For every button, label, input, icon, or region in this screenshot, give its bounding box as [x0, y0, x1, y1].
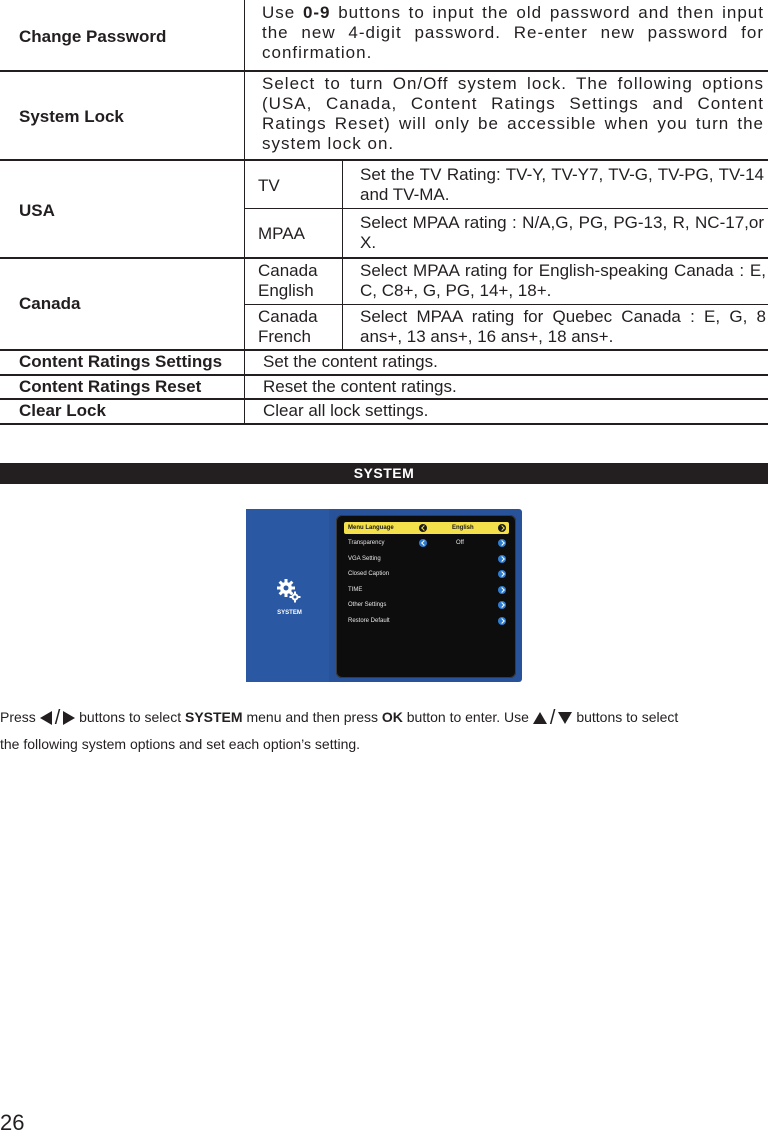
row-description: Use 0-9 buttons to input the old password and then input the new 4-digit password. Re-enter new password for confirmation.	[262, 3, 764, 62]
row-change-password	[0, 0, 768, 72]
row-label: Clear Lock	[19, 401, 106, 420]
tv-system-menu-screenshot	[246, 509, 522, 682]
menu-item-vga-setting[interactable]: VGA Setting	[344, 553, 509, 565]
instruction-text	[0, 704, 768, 757]
chevron-right-icon[interactable]	[498, 539, 506, 547]
chevron-left-icon[interactable]	[419, 524, 427, 532]
up-arrow-icon	[533, 712, 547, 724]
left-arrow-icon	[40, 711, 52, 725]
chevron-right-icon[interactable]	[498, 524, 506, 532]
row-label: Content Ratings Settings	[19, 352, 223, 371]
right-arrow-icon	[63, 711, 75, 725]
sub-description: Set the TV Rating: TV-Y, TV-Y7, TV-G, TV-PG, TV-14 and TV-MA.	[360, 165, 764, 204]
menu-item-menu-language[interactable]: Menu Language English	[344, 522, 509, 534]
chevron-left-icon[interactable]	[419, 539, 427, 547]
sub-label-canada-french: Canada French	[258, 307, 318, 346]
row-canada	[0, 259, 768, 351]
sub-description: Select MPAA rating for English-speaking Canada : E, C, C8+, G, PG, 14+, 18+.	[360, 261, 766, 300]
chevron-right-icon[interactable]	[498, 601, 506, 609]
row-description: Select to turn On/Off system lock. The following options (USA, Canada, Content Ratings Settings and Content Ratings Reset) will only be accessible when you turn the system lock on.	[262, 74, 764, 153]
page-number: 26	[0, 1110, 25, 1135]
row-content-ratings-settings	[0, 351, 768, 376]
row-description: Set the content ratings.	[263, 352, 438, 371]
menu-item-other-settings[interactable]: Other Settings	[344, 599, 509, 611]
row-label: Canada	[19, 294, 81, 313]
row-description: Reset the content ratings.	[263, 377, 457, 396]
sub-label-canada-english: Canada English	[258, 261, 318, 300]
tv-menu-sidebar	[246, 509, 329, 682]
row-label: USA	[19, 201, 55, 220]
row-clear-lock	[0, 400, 768, 425]
sub-description: Select MPAA rating for Quebec Canada : E, G, 8 ans+, 13 ans+, 16 ans+, 18 ans+.	[360, 307, 766, 346]
chevron-right-icon[interactable]	[498, 555, 506, 563]
menu-item-closed-caption[interactable]: Closed Caption	[344, 568, 509, 580]
instruction-line-2: the following system options and set each option’s setting.	[0, 736, 361, 753]
menu-item-time[interactable]: TIME	[344, 584, 509, 596]
menu-item-transparency[interactable]: Transparency Off	[344, 537, 509, 549]
row-content-ratings-reset	[0, 376, 768, 400]
tv-menu-title: SYSTEM	[277, 610, 302, 616]
down-arrow-icon	[558, 712, 572, 724]
chevron-right-icon[interactable]	[498, 617, 506, 625]
gear-icon	[276, 578, 302, 604]
menu-item-restore-default[interactable]: Restore Default	[344, 615, 509, 627]
row-label: Content Ratings Reset	[19, 377, 202, 396]
row-description: Clear all lock settings.	[263, 401, 429, 420]
tv-menu-panel	[336, 515, 516, 678]
sub-description: Select MPAA rating : N/A,G, PG, PG-13, R, NC-17,or X.	[360, 213, 764, 252]
instruction-line-1: Press / buttons to select SYSTEM menu and then press OK button to enter. Use / buttons to select	[0, 707, 679, 730]
row-usa	[0, 161, 768, 259]
row-label: System Lock	[19, 107, 124, 126]
sub-label-mpaa: MPAA	[258, 224, 305, 243]
row-system-lock	[0, 72, 768, 161]
section-banner-system: SYSTEM	[0, 463, 768, 484]
chevron-right-icon[interactable]	[498, 570, 506, 578]
row-label: Change Password	[19, 27, 167, 46]
chevron-right-icon[interactable]	[498, 586, 506, 594]
sub-label-tv: TV	[258, 176, 280, 195]
